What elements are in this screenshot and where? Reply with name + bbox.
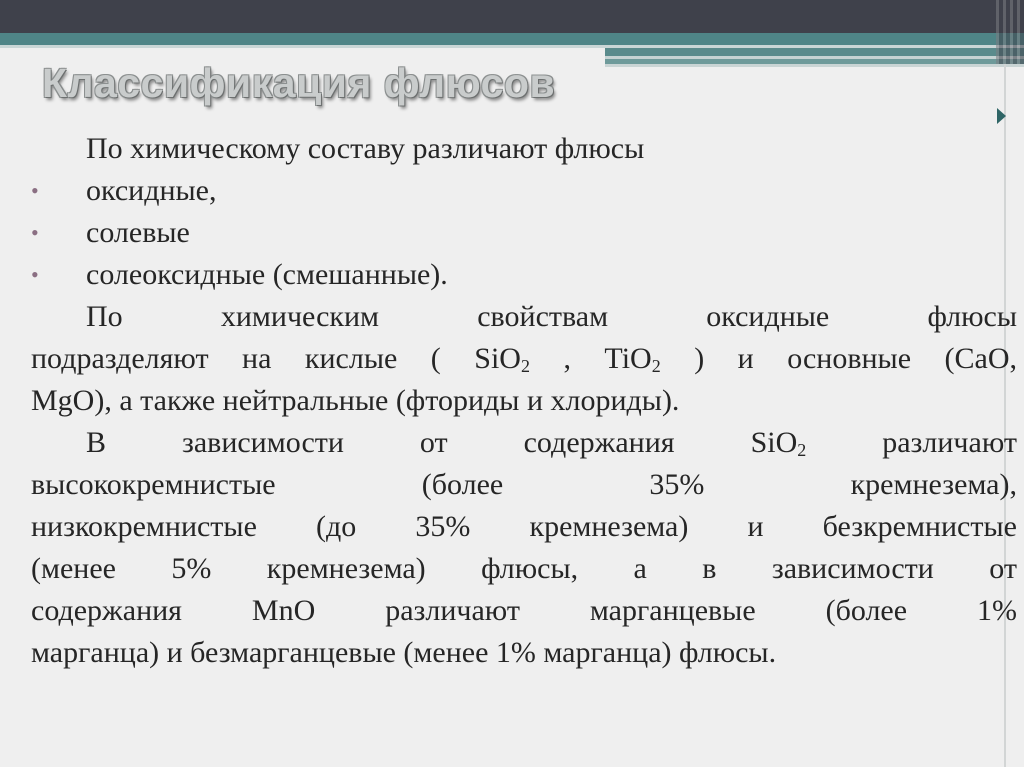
word: подразделяют [31,342,209,375]
word: от [989,552,1017,585]
word: и [747,510,764,543]
word: , [563,342,571,375]
word: (до [316,510,357,543]
word: ( [430,342,441,375]
word: высококремнистые [31,468,276,501]
word: зависимости [771,552,934,585]
bullet-item-salt [31,212,1017,254]
word: а [633,552,647,585]
word: в [702,552,717,585]
bullet-text: солевые [86,216,190,249]
bullet-text: оксидные, [86,174,217,207]
word: (более [825,594,908,627]
word: В [86,426,107,459]
paragraph-3-line-3 [31,506,1017,548]
word: ) [694,342,705,375]
word: свойствам [477,300,609,333]
slide-arrow-icon [997,108,1006,124]
word: флюсы [927,300,1017,333]
word: По [86,300,123,333]
word: марганцевые [589,594,756,627]
intro-line: По химическому составу различают флюсы [86,132,645,165]
word: низкокремнистые [31,510,257,543]
word: различают [385,594,520,627]
word: (менее [31,552,116,585]
bullet-dot-icon: • [31,262,39,287]
paragraph-3-line-2 [31,464,1017,506]
word: кремнезема), [850,468,1017,501]
header-band-dark [0,0,1024,33]
word: MnO [251,594,316,627]
paragraph-3-line-4 [31,548,1017,590]
paragraph-3-line-6: марганца) и безмарганцевые (менее 1% марганца) флюсы. [31,636,777,669]
bullet-item-oxide [31,170,1017,212]
word: 35% [649,468,705,501]
word: основные [787,342,912,375]
bullet-text: солеоксидные (смешанные). [86,258,448,291]
formula-tio2: TiO$_2$ [604,342,661,376]
word: безкремнистые [822,510,1017,543]
header-band-teal-short [605,48,1024,56]
header-corner-stripes [996,0,1024,64]
word: различают [882,426,1017,459]
word: кислые [304,342,398,375]
slide-body [31,128,1017,674]
word: 35% [415,510,471,543]
word: 1% [977,594,1017,627]
word: кремнезема) [529,510,689,543]
paragraph-2-line-2 [31,338,1017,380]
paragraph-3-line-5 [31,590,1017,632]
paragraph-3-line-1 [31,422,1017,464]
paragraph-2-line-3: MgO), а также нейтральные (фториды и хлориды). [31,384,680,417]
word: содержания [523,426,675,459]
bullet-dot-icon: • [31,220,39,245]
word: химическим [220,300,380,333]
word: флюсы, [481,552,579,585]
bullet-item-mixed [31,254,1017,296]
word: кремнезема) [266,552,426,585]
formula-sio2: SiO$_2$ [750,426,807,460]
word: от [419,426,448,459]
word: 5% [171,552,212,585]
bullet-dot-icon: • [31,178,39,203]
paragraph-2-line-1 [31,296,1017,338]
slide-title: Классификация флюсов [42,60,556,106]
word: и [737,342,754,375]
formula-sio2: SiO$_2$ [474,342,530,376]
word: содержания [31,594,182,627]
word: оксидные [706,300,830,333]
word: (CaO, [944,342,1017,375]
word: на [242,342,272,375]
word: зависимости [181,426,344,459]
word: (более [421,468,504,501]
header-band-light-short-2 [605,64,1024,67]
header-band-teal [0,33,1024,45]
